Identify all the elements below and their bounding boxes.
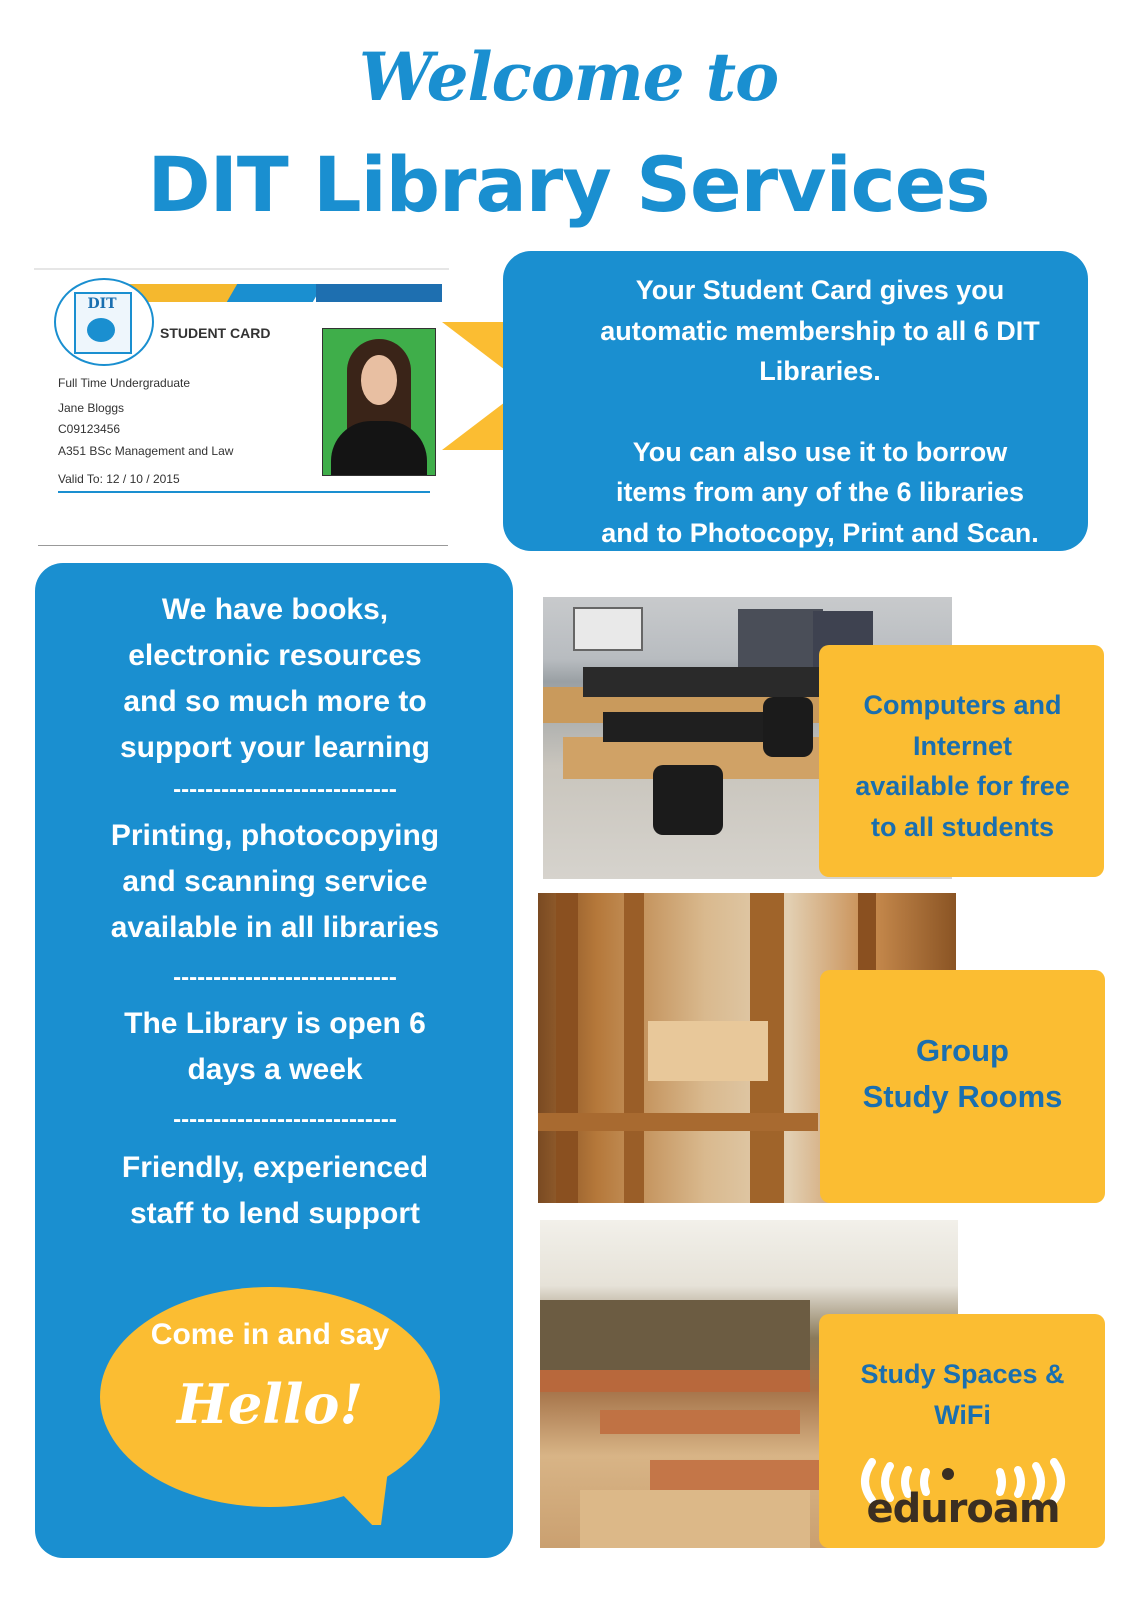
staff-text (75, 1145, 475, 1237)
card-course: A351 BSc Management and Law (58, 444, 234, 458)
resources-text (75, 587, 475, 771)
wood-frame (556, 893, 578, 1203)
study-spaces-text (830, 1354, 1095, 1435)
membership-line: items from any of the 6 libraries (615, 477, 1025, 507)
hello-text: Hello! (176, 1372, 364, 1436)
desk-divider (650, 1460, 820, 1490)
feature-line: support your learning (119, 731, 431, 764)
card-status: Full Time Undergraduate (58, 376, 191, 390)
window (738, 609, 823, 667)
computers-text (830, 685, 1095, 847)
chair-row (583, 667, 823, 697)
panel-line: Internet (912, 730, 1012, 761)
table (648, 1021, 768, 1081)
welcome-heading: Welcome to (358, 38, 779, 116)
divider: ---------------------------- (173, 964, 397, 991)
feature-line: The Library is open 6 (124, 1007, 426, 1040)
chair (653, 765, 723, 835)
card-name: Jane Bloggs (58, 401, 125, 415)
desk-divider (600, 1410, 800, 1434)
eduroam-logo: eduroam (866, 1486, 1060, 1532)
membership-line: You can also use it to borrow (632, 436, 1008, 467)
panel-line: Study Rooms (862, 1079, 1063, 1114)
membership-line: Libraries. (759, 356, 881, 386)
feature-line: electronic resources (128, 639, 422, 672)
feature-line: available in all libraries (110, 911, 440, 944)
card-id: C09123456 (58, 422, 121, 436)
card-valid: Valid To: 12 / 10 / 2015 (58, 472, 180, 486)
photo-face (361, 355, 397, 405)
panel-line: available for free (855, 771, 1070, 801)
divider: ---------------------------- (173, 776, 397, 803)
panel-line: Computers and (863, 690, 1062, 720)
feature-line: We have books, (161, 593, 389, 626)
card-underline (58, 491, 430, 493)
card-label: STUDENT CARD (160, 325, 271, 341)
membership-line: and to Photocopy, Print and Scan. (601, 517, 1039, 548)
desk (580, 1490, 810, 1548)
feature-line: and so much more to (123, 685, 427, 718)
hours-text (75, 1001, 475, 1093)
printing-text (75, 813, 475, 951)
projector-screen (573, 607, 643, 651)
chair (763, 697, 813, 757)
group-rooms-text (830, 1028, 1095, 1120)
card-stripe-darkblue (316, 284, 442, 302)
come-in-text: Come in and say (150, 1318, 390, 1351)
membership-text (560, 270, 1080, 553)
feature-line: staff to lend support (130, 1197, 420, 1230)
page-title: DIT Library Services (147, 140, 990, 229)
membership-line: automatic membership to all 6 DIT (600, 315, 1040, 346)
bookshelves (540, 1300, 810, 1370)
feature-line: Printing, photocopying (110, 819, 440, 852)
panel-line: WiFi (934, 1399, 991, 1430)
feature-line: and scanning service (122, 865, 428, 898)
wood-frame (624, 893, 644, 1203)
card-stripe-blue (227, 284, 323, 302)
card-photo (322, 328, 436, 476)
dit-crest-icon (87, 318, 115, 342)
membership-line: Your Student Card gives you (635, 275, 1005, 305)
panel-line: Study Spaces & (860, 1359, 1065, 1389)
desk-divider (540, 1370, 810, 1392)
wood-rail (538, 1113, 818, 1131)
panel-line: Group (916, 1033, 1009, 1068)
card-divider (38, 545, 448, 546)
feature-line: Friendly, experienced (121, 1151, 429, 1184)
divider: ---------------------------- (173, 1106, 397, 1133)
panel-line: to all students (870, 811, 1054, 842)
dit-logo-text: DIT (87, 296, 117, 312)
photo-body (331, 421, 427, 476)
feature-line: days a week (187, 1053, 363, 1086)
